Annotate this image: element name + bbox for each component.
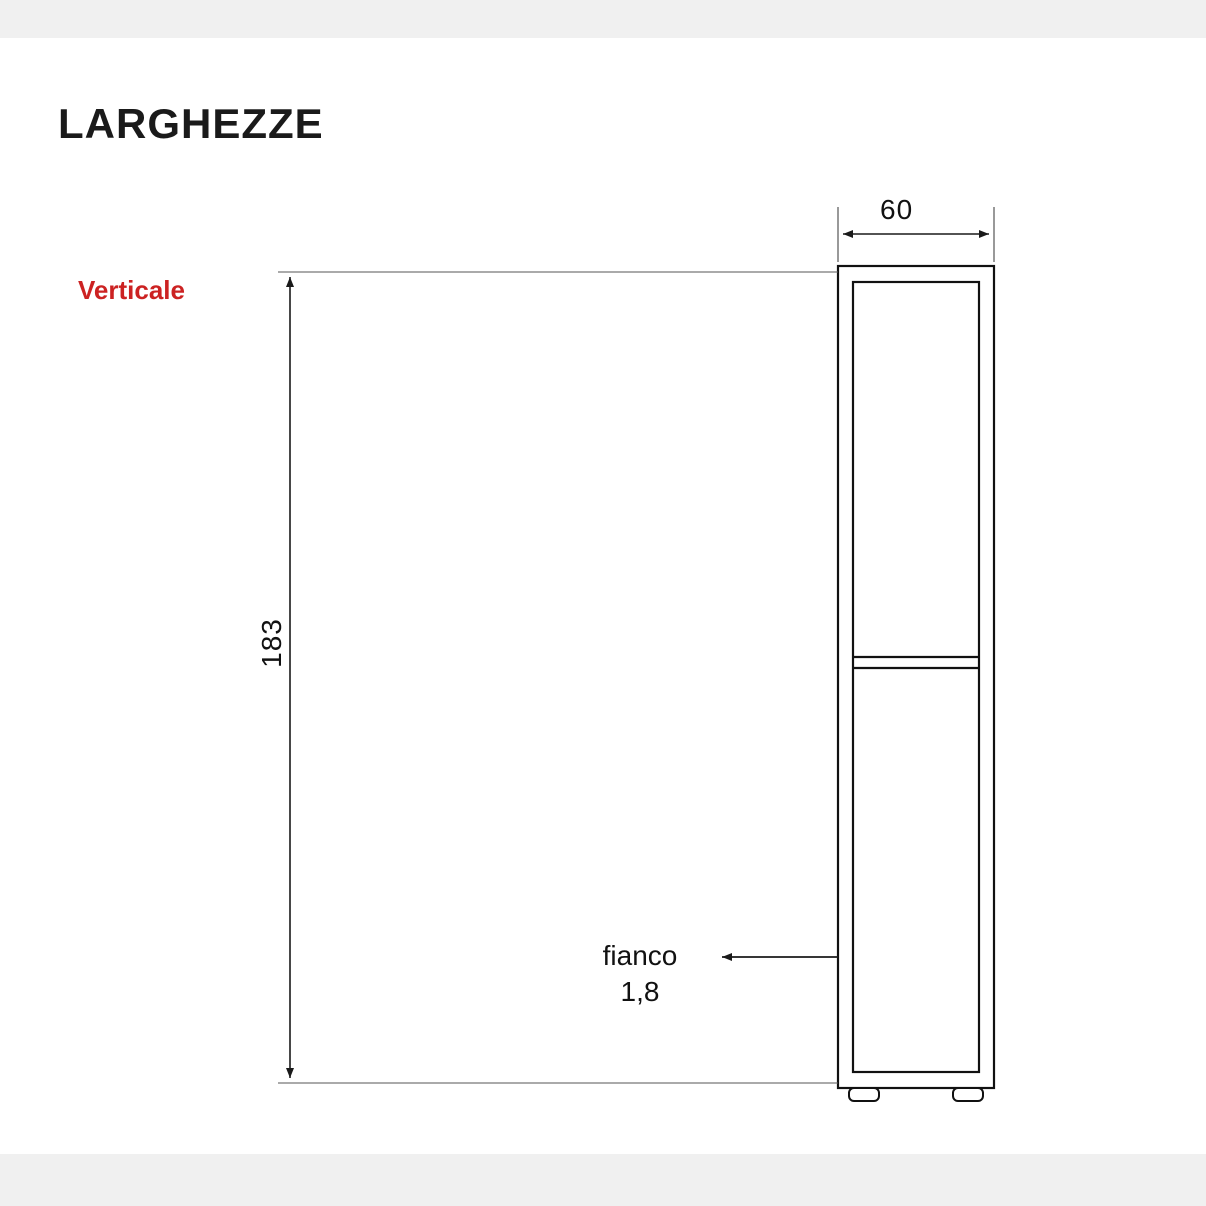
height-dimension-label: 183 (256, 618, 287, 668)
callout-name: fianco (602, 940, 678, 971)
side-panel-callout-label (560, 938, 720, 1010)
orientation-label: Verticale (78, 275, 185, 305)
page-title: LARGHEZZE (58, 100, 324, 147)
width-dimension-label: 60 (880, 194, 914, 225)
callout-value: 1,8 (620, 975, 660, 1007)
